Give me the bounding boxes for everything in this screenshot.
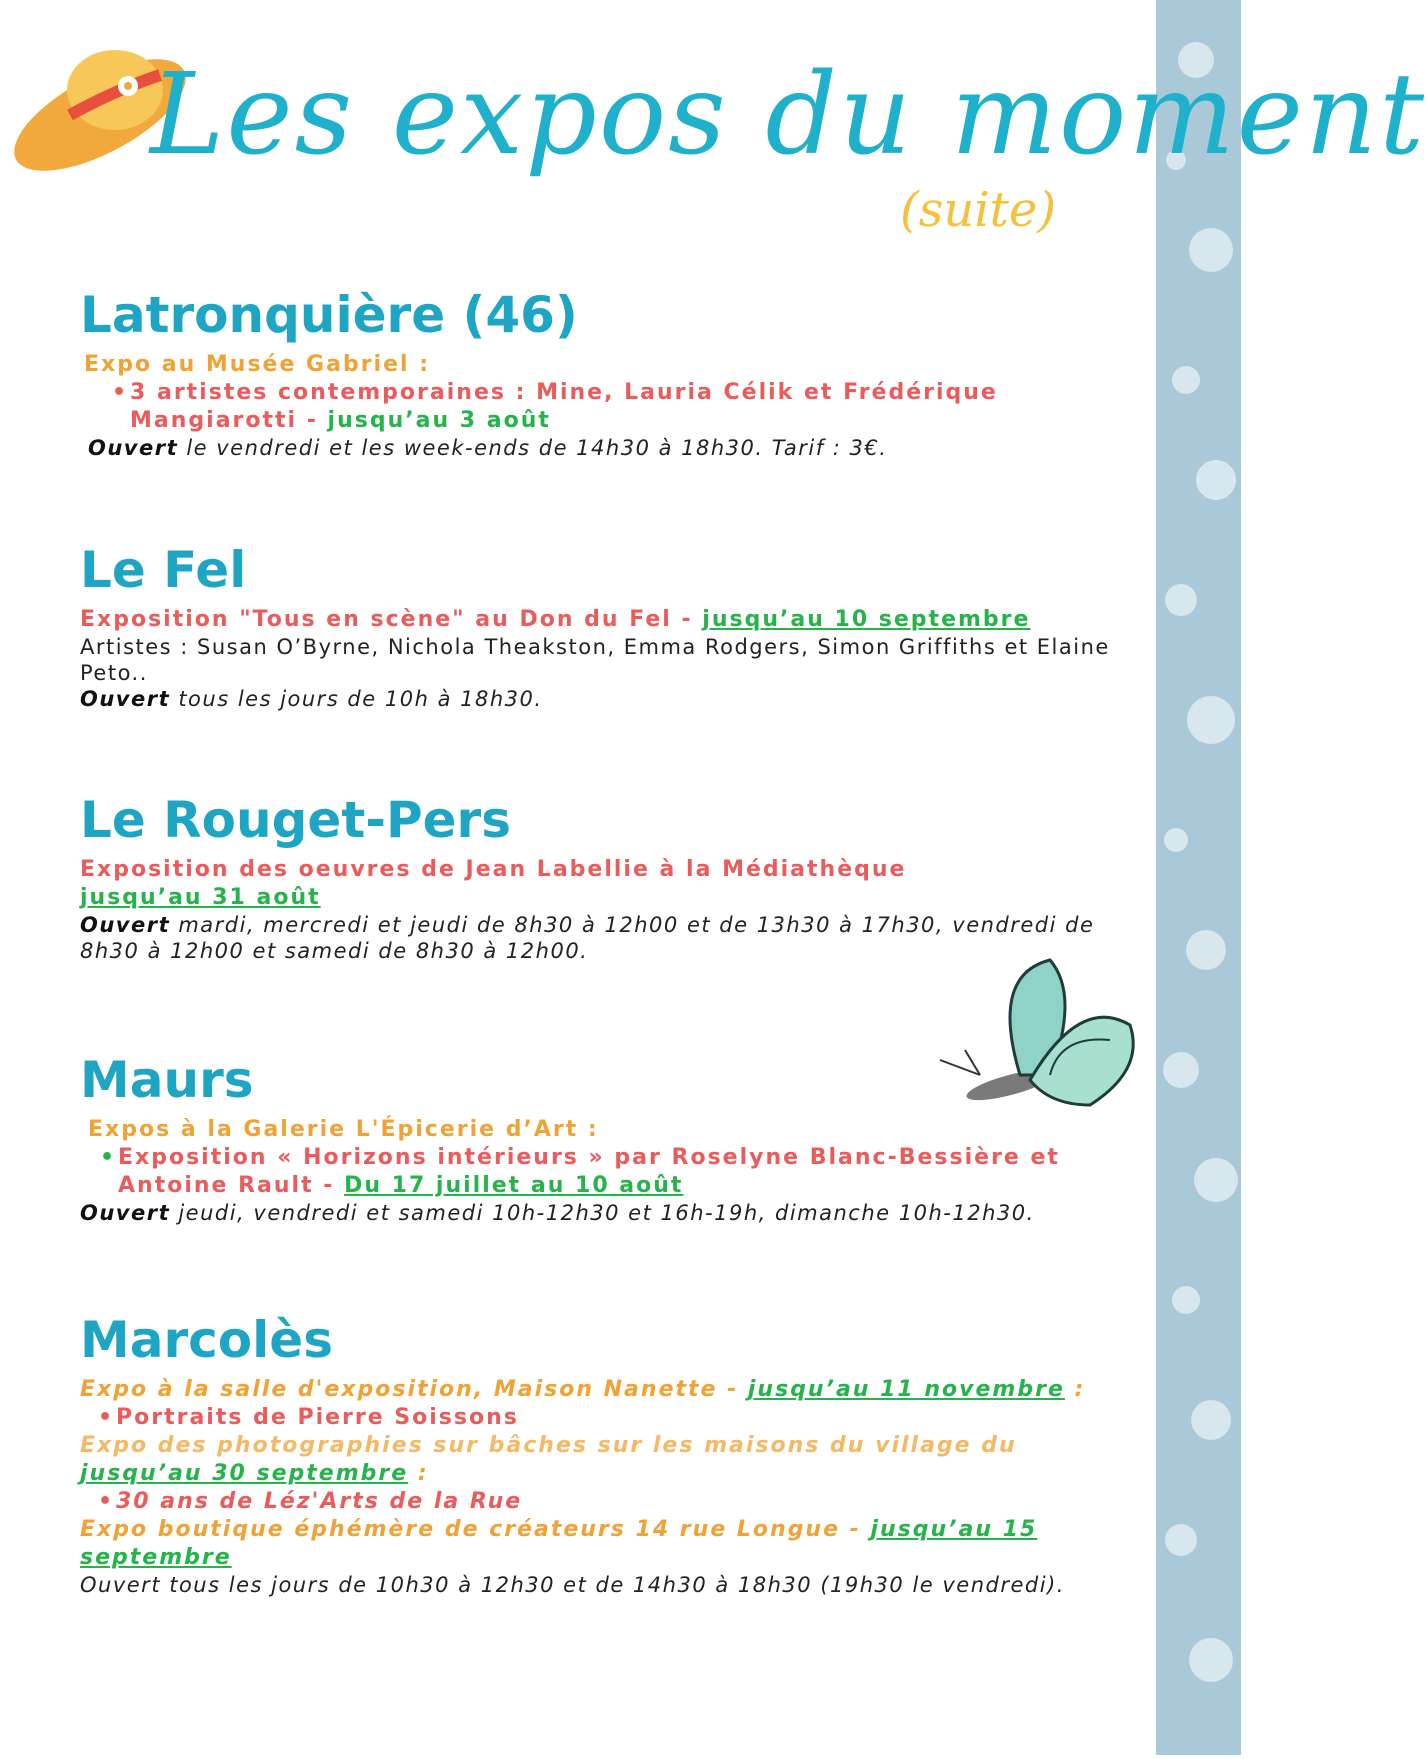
list-item: •Exposition « Horizons intérieurs » par Roselyne Blanc-Bessière et Antoine Rault - Du 17 juillet au 10 août [100, 1145, 1060, 1198]
list-item: •3 artistes contemporaines : Mine, Lauria Célik et Frédérique Mangiarotti - jusqu’au 3 août [112, 380, 998, 433]
section-heading: Maurs [80, 1051, 254, 1109]
opening-hours: Ouvert tous les jours de 10h30 à 12h30 et de 14h30 à 18h30 (19h30 le vendredi). [80, 1573, 1065, 1597]
section-heading: Marcolès [80, 1311, 333, 1369]
exhibition-line: Expo boutique éphémère de créateurs 14 rue Longue - jusqu’au 15 septembre [80, 1517, 1038, 1570]
section-heading: Le Fel [80, 541, 247, 599]
bullet-icon: • [100, 1145, 117, 1170]
bullet-icon: • [112, 380, 129, 405]
exhibition-line: Expo à la salle d'exposition, Maison Nanette - jusqu’au 11 novembre : [80, 1377, 1086, 1402]
section-intro: Exposition "Tous en scène" au Don du Fel - jusqu’au 10 septembre [80, 607, 1031, 632]
list-item: •Portraits de Pierre Soissons [98, 1405, 519, 1430]
floral-border [1156, 0, 1241, 1755]
section-le-rouget-pers [80, 790, 1140, 964]
section-heading: Latronquière (46) [80, 286, 578, 344]
bullet-icon: • [98, 1489, 115, 1514]
opening-hours: Ouvert tous les jours de 10h à 18h30. [80, 687, 543, 711]
section-latronquiere [80, 285, 1140, 461]
section-intro: Expo au Musée Gabriel : [84, 352, 431, 377]
section-heading: Le Rouget-Pers [80, 791, 511, 849]
bullet-icon: • [98, 1405, 115, 1430]
exhibition-line: Expo des photographies sur bâches sur les maisons du village du jusqu’au 30 septembre : [80, 1433, 1017, 1486]
opening-hours: Ouvert jeudi, vendredi et samedi 10h-12h30 et 16h-19h, dimanche 10h-12h30. [80, 1201, 1035, 1225]
opening-hours: Ouvert mardi, mercredi et jeudi de 8h30 à 12h00 et de 13h30 à 17h30, vendredi de 8h30 à 12h00 et samedi de 8h30 à 12h00. [80, 913, 1095, 963]
section-maurs [80, 1050, 1140, 1226]
list-item: •30 ans de Léz'Arts de la Rue [98, 1489, 523, 1514]
opening-hours: Ouvert le vendredi et les week-ends de 14h30 à 18h30. Tarif : 3€. [88, 436, 888, 460]
page-title: Les expos du moment [150, 50, 1426, 180]
page-subtitle: (suite) [900, 182, 1057, 238]
section-marcoles [80, 1310, 1140, 1598]
date-range: jusqu’au 31 août [80, 885, 321, 910]
artists-list: Artistes : Susan O’Byrne, Nichola Theakston, Emma Rodgers, Simon Griffiths et Elaine Peto.. [80, 635, 1110, 685]
section-le-fel [80, 540, 1140, 712]
section-intro: Expos à la Galerie L'Épicerie d’Art : [88, 1117, 599, 1142]
section-intro: Exposition des oeuvres de Jean Labellie à la Médiathèque [80, 857, 907, 882]
